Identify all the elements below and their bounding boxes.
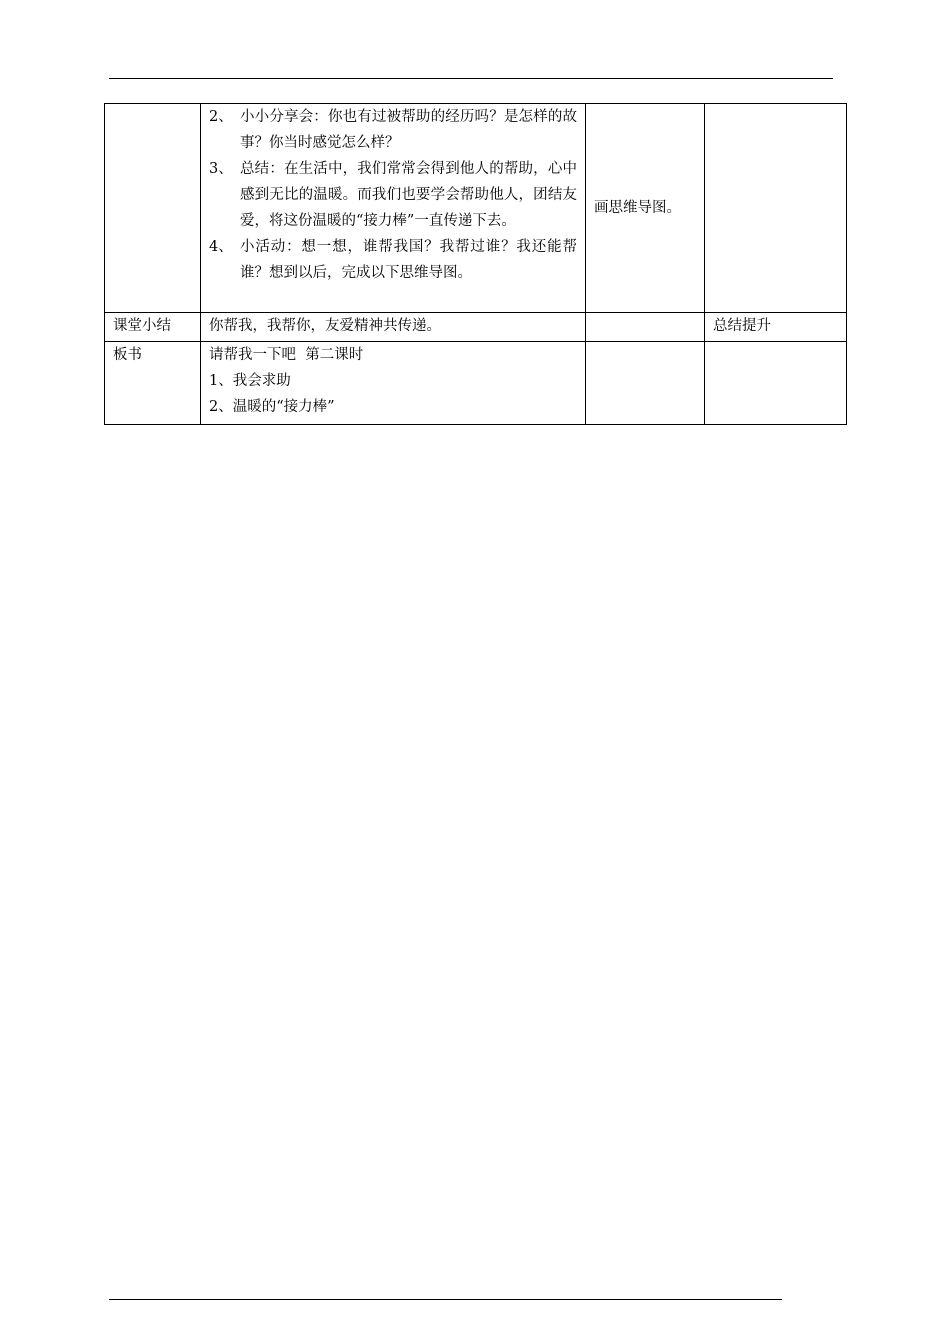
list-item xyxy=(209,156,577,234)
steps-list xyxy=(209,104,577,286)
cell-summary-empty xyxy=(586,313,705,342)
cell-board-empty xyxy=(705,342,847,425)
cell-summary-intent: 总结提升 xyxy=(705,313,847,342)
board-line: 请帮我一下吧 第二课时 xyxy=(209,347,364,363)
cell-board-content xyxy=(201,342,586,425)
table-row-activities xyxy=(105,104,847,313)
step-text: 小小分享会：你也有过被帮助的经历吗？是怎样的故事？你当时感觉怎么样？ xyxy=(240,109,577,151)
board-line: 2、温暖的“接力棒” xyxy=(209,399,335,415)
step-number: 4、 xyxy=(209,239,233,255)
board-line: 1、我会求助 xyxy=(209,373,291,389)
cell-activity-steps xyxy=(201,104,586,313)
cell-intent-empty xyxy=(705,104,847,313)
table-row-summary xyxy=(105,313,847,342)
cell-student-activity: 画思维导图。 xyxy=(586,104,705,313)
footer-rule xyxy=(109,1299,782,1300)
list-item xyxy=(209,104,577,156)
list-item xyxy=(209,234,577,286)
table-row-board xyxy=(105,342,847,425)
cell-summary-label: 课堂小结 xyxy=(105,313,201,342)
cell-summary-content: 你帮我，我帮你，友爱精神共传递。 xyxy=(201,313,586,342)
header-rule xyxy=(109,78,833,79)
cell-stage-empty xyxy=(105,104,201,313)
step-number: 3、 xyxy=(209,161,233,177)
cell-board-empty xyxy=(586,342,705,425)
lesson-plan-table xyxy=(104,103,847,425)
step-text: 总结：在生活中，我们常常会得到他人的帮助，心中感到无比的温暖。而我们也要学会帮助他人，团结友爱，将这份温暖的“接力棒”一直传递下去。 xyxy=(240,161,577,229)
step-text: 小活动：想一想，谁帮我国？我帮过谁？我还能帮谁？想到以后，完成以下思维导图。 xyxy=(240,239,577,281)
cell-board-label: 板书 xyxy=(105,342,201,425)
step-number: 2、 xyxy=(209,109,233,125)
